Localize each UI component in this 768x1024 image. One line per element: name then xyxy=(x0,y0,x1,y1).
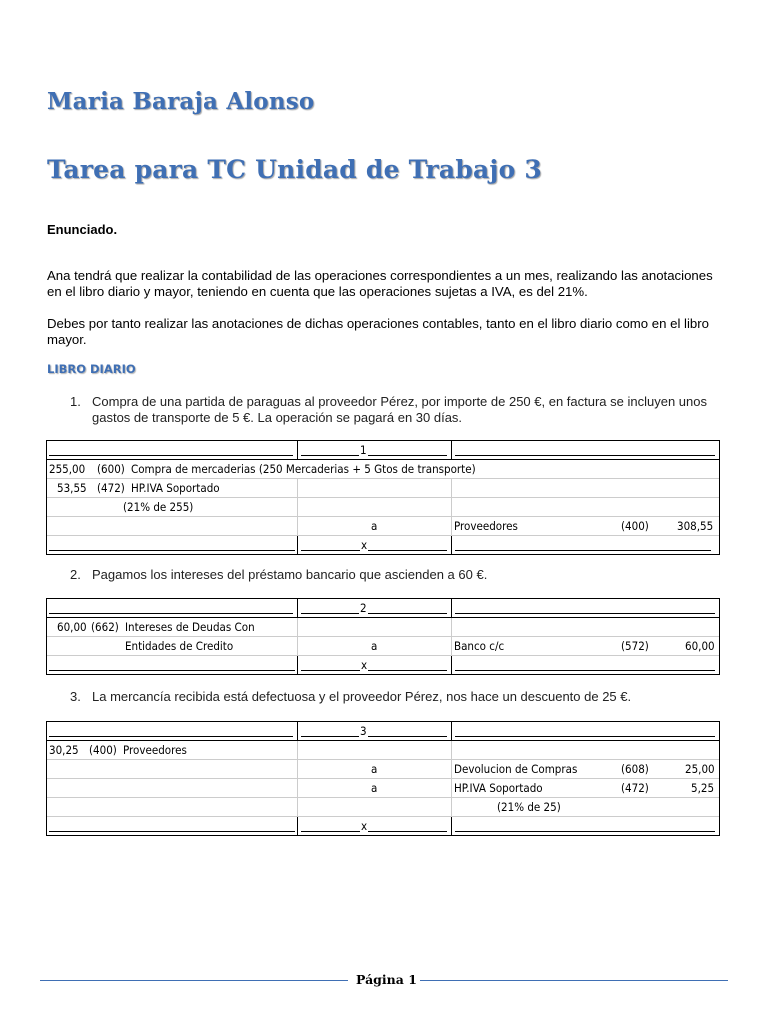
entry-number: 1 xyxy=(360,443,367,457)
paragraph-1: Ana tendrá que realizar la contabilidad de las operaciones correspondientes a un mes, realizando las anotaciones en el libro diario y mayor, teniendo en cuenta que las operaciones sujetas a IVA, es del 21%. xyxy=(47,268,713,299)
journal-header xyxy=(47,440,719,460)
table-row xyxy=(47,760,719,779)
table-row xyxy=(47,741,719,760)
table-row xyxy=(47,637,719,656)
debit-account: HP.IVA Soportado xyxy=(131,481,220,495)
journal-header xyxy=(47,721,719,741)
item-number: 3. xyxy=(70,689,81,704)
table-row xyxy=(47,460,719,479)
credit-a: a xyxy=(371,781,378,795)
enunciado-label: Enunciado. xyxy=(47,222,118,237)
credit-a: a xyxy=(371,762,378,776)
author-name: Maria Baraja Alonso xyxy=(47,88,315,115)
debit-code: (600) xyxy=(97,462,125,476)
journal-footer xyxy=(47,656,719,675)
credit-amount: 60,00 xyxy=(685,639,715,653)
credit-amount: 5,25 xyxy=(691,781,715,795)
table-row xyxy=(47,779,719,798)
item-number: 1. xyxy=(70,394,81,409)
debit-amount: 255,00 xyxy=(49,462,86,476)
entry-x: x xyxy=(361,658,368,672)
debit-account: Intereses de Deudas Con xyxy=(125,620,255,634)
journal-footer xyxy=(47,536,719,555)
debit-account: Compra de mercaderias (250 Mercaderias + 5 Gtos de transporte) xyxy=(131,462,476,476)
table-row xyxy=(47,498,719,517)
credit-a: a xyxy=(371,519,378,533)
credit-code: (572) xyxy=(621,639,649,653)
debit-amount: 53,55 xyxy=(57,481,87,495)
credit-account: Banco c/c xyxy=(454,639,505,653)
table-row xyxy=(47,798,719,817)
item-text: Pagamos los intereses del préstamo bancario que ascienden a 60 €. xyxy=(92,567,488,582)
section-title: LIBRO DIARIO xyxy=(47,362,136,376)
item-text: La mercancía recibida está defectuosa y el proveedor Pérez, nos hace un descuento de 25 €. xyxy=(92,689,632,704)
debit-account: Proveedores xyxy=(123,743,187,757)
debit-note: (21% de 255) xyxy=(123,500,194,514)
entry-x: x xyxy=(361,538,368,552)
debit-amount: 30,25 xyxy=(49,743,79,757)
credit-note: (21% de 25) xyxy=(497,800,561,814)
entry-x: x xyxy=(361,819,368,833)
table-row xyxy=(47,517,719,536)
debit-code: (662) xyxy=(91,620,119,634)
credit-code: (608) xyxy=(621,762,649,776)
paragraph-2: Debes por tanto realizar las anotaciones de dichas operaciones contables, tanto en el libro diario como en el libro mayor. xyxy=(47,316,709,347)
credit-account: HP.IVA Soportado xyxy=(454,781,543,795)
footer-rule-left xyxy=(40,980,348,981)
debit-amount: 60,00 xyxy=(57,620,87,634)
table-row xyxy=(47,479,719,498)
page-number: Página 1 xyxy=(356,972,417,987)
debit-code: (400) xyxy=(89,743,117,757)
table-row xyxy=(47,618,719,637)
credit-code: (472) xyxy=(621,781,649,795)
credit-amount: 308,55 xyxy=(677,519,714,533)
credit-account: Proveedores xyxy=(454,519,518,533)
journal-entry-3 xyxy=(46,721,720,836)
credit-amount: 25,00 xyxy=(685,762,715,776)
item-number: 2. xyxy=(70,567,81,582)
journal-header xyxy=(47,598,719,618)
debit-code: (472) xyxy=(97,481,125,495)
credit-account: Devolucion de Compras xyxy=(454,762,578,776)
footer-rule-right xyxy=(420,980,728,981)
journal-footer xyxy=(47,817,719,836)
item-text: Compra de una partida de paraguas al proveedor Pérez, por importe de 250 €, en factura se incluyen unos gastos de transporte de 5 €. La operación se pagará en 30 días. xyxy=(92,394,707,425)
journal-entry-1 xyxy=(46,440,720,555)
entry-number: 2 xyxy=(360,601,367,615)
credit-a: a xyxy=(371,639,378,653)
entry-number: 3 xyxy=(360,724,367,738)
debit-note: Entidades de Credito xyxy=(125,639,234,653)
document-title: Tarea para TC Unidad de Trabajo 3 xyxy=(47,155,543,184)
credit-code: (400) xyxy=(621,519,649,533)
journal-entry-2 xyxy=(46,598,720,675)
